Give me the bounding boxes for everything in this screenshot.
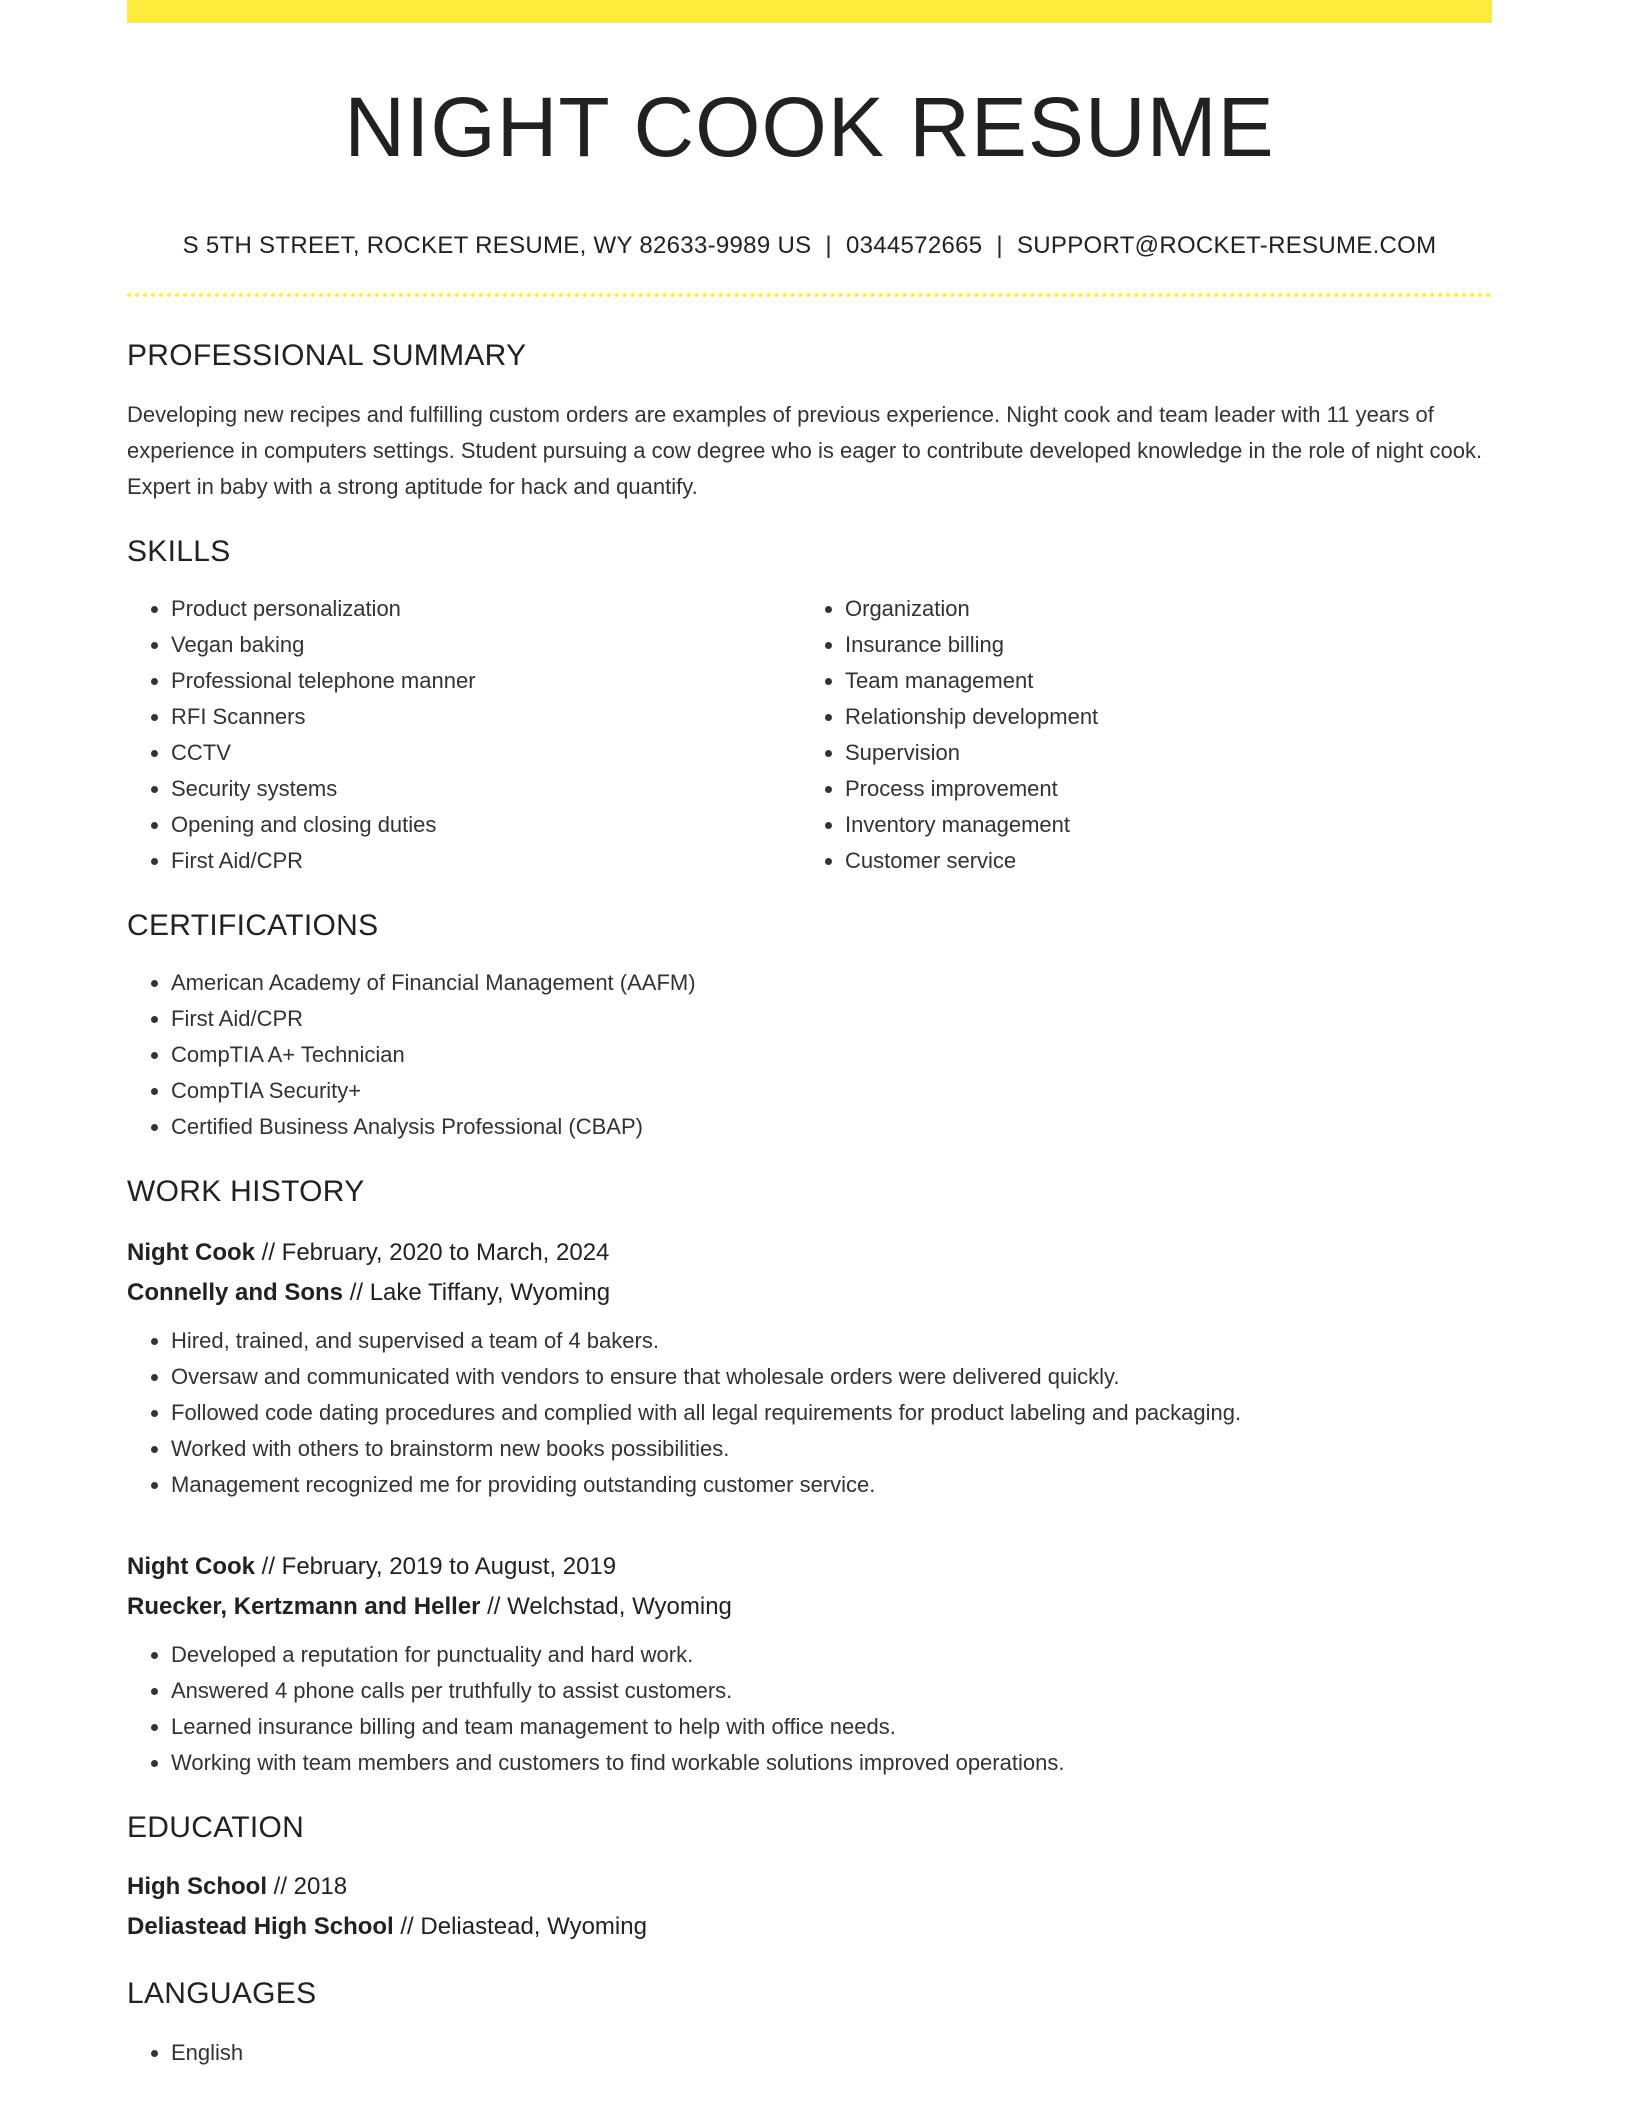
education-entry: [127, 1867, 1492, 1947]
skill-item: • Relationship development: [845, 699, 1475, 735]
work-history-heading: WORK HISTORY: [127, 1175, 365, 1208]
job-bullet: • Followed code dating procedures and complied with all legal requirements for product labeling and packaging.: [171, 1395, 1492, 1431]
education-school-line: [127, 1907, 1492, 1947]
resume-title: NIGHT COOK RESUME: [344, 80, 1275, 174]
job-bullet: • Hired, trained, and supervised a team of 4 bakers.: [171, 1323, 1492, 1359]
skill-item: • Process improvement: [845, 771, 1475, 807]
education-heading: EDUCATION: [127, 1811, 305, 1844]
skill-item: • First Aid/CPR: [171, 843, 801, 879]
job-bullet: • Developed a reputation for punctuality and hard work.: [171, 1637, 1492, 1673]
certification-item: • CompTIA A+ Technician: [171, 1037, 1492, 1073]
summary-heading: PROFESSIONAL SUMMARY: [127, 339, 527, 372]
certifications-heading: CERTIFICATIONS: [127, 909, 379, 942]
resume-page: [127, 0, 1492, 2071]
skill-item: • Organization: [845, 591, 1475, 627]
contact-phone: 0344572665: [845, 232, 983, 259]
skill-item: • Supervision: [845, 735, 1475, 771]
job-company: Ruecker, Kertzmann and Heller: [127, 1593, 481, 1620]
skill-item: • Inventory management: [845, 807, 1475, 843]
certification-item: • Certified Business Analysis Professional (CBAP): [171, 1109, 1492, 1145]
language-item: • English: [171, 2035, 1492, 2071]
job-company: Connelly and Sons: [127, 1279, 344, 1306]
skills-list-right: [801, 591, 1475, 879]
job-location: // Lake Tiffany, Wyoming: [343, 1279, 611, 1306]
certification-item: • First Aid/CPR: [171, 1001, 1492, 1037]
job-bullet: • Working with team members and customers to find workable solutions improved operations.: [171, 1745, 1492, 1781]
contact-line: [127, 232, 1492, 260]
job-bullet: • Learned insurance billing and team management to help with office needs.: [171, 1709, 1492, 1745]
skill-item: • Insurance billing: [845, 627, 1475, 663]
skill-item: • Security systems: [171, 771, 801, 807]
job-bullet: • Management recognized me for providing outstanding customer service.: [171, 1467, 1492, 1503]
job-bullet: • Answered 4 phone calls per truthfully to assist customers.: [171, 1673, 1492, 1709]
contact-separator: |: [825, 232, 832, 259]
certifications-list: [127, 965, 1492, 1145]
job-title: Night Cook: [127, 1239, 255, 1266]
education-school: Deliastead High School: [127, 1913, 394, 1940]
education-degree: High School: [127, 1873, 267, 1900]
job-title-line: [127, 1233, 1492, 1273]
summary-text: Developing new recipes and fulfilling custom orders are examples of previous experience. Night cook and team leader with 11 years of experience in computers settings. Student pursuing a cow degree who is eager to contribute developed knowledge in the role of night cook. Expert in baby with a strong aptitude for hack and quantify.: [127, 402, 1483, 499]
education-location: // Deliastead, Wyoming: [393, 1913, 647, 1940]
job-title: Night Cook: [127, 1553, 255, 1580]
accent-bar: [127, 0, 1492, 23]
contact-email: SUPPORT@ROCKET-RESUME.COM: [1016, 232, 1437, 259]
certification-item: • CompTIA Security+: [171, 1073, 1492, 1109]
skills-columns: [127, 591, 1492, 879]
job-title-line: [127, 1547, 1492, 1587]
job-dates: // February, 2020 to March, 2024: [254, 1239, 610, 1266]
skills-heading: SKILLS: [127, 535, 231, 568]
education-degree-line: [127, 1867, 1492, 1907]
job-company-line: [127, 1273, 1492, 1313]
job-entry: [127, 1547, 1492, 1781]
skill-item: • RFI Scanners: [171, 699, 801, 735]
skill-item: • Team management: [845, 663, 1475, 699]
contact-address: S 5TH STREET, ROCKET RESUME, WY 82633-9989 US: [182, 232, 812, 259]
job-bullets: [127, 1323, 1492, 1503]
job-location: // Welchstad, Wyoming: [480, 1593, 732, 1620]
job-bullets: [127, 1637, 1492, 1781]
skill-item: • Product personalization: [171, 591, 801, 627]
certification-item: • American Academy of Financial Management (AAFM): [171, 965, 1492, 1001]
languages-list: [127, 2035, 1492, 2071]
skill-item: • Opening and closing duties: [171, 807, 801, 843]
job-bullet: • Worked with others to brainstorm new books possibilities.: [171, 1431, 1492, 1467]
skill-item: • Customer service: [845, 843, 1475, 879]
contact-separator: |: [996, 232, 1003, 259]
languages-heading: LANGUAGES: [127, 1977, 317, 2010]
job-entry: [127, 1233, 1492, 1503]
dotted-divider: [127, 293, 1492, 297]
skill-item: • CCTV: [171, 735, 801, 771]
skill-item: • Professional telephone manner: [171, 663, 801, 699]
job-dates: // February, 2019 to August, 2019: [254, 1553, 617, 1580]
education-year: // 2018: [267, 1873, 348, 1900]
job-company-line: [127, 1587, 1492, 1627]
skills-list-left: [127, 591, 801, 879]
job-bullet: • Oversaw and communicated with vendors to ensure that wholesale orders were delivered quickly.: [171, 1359, 1492, 1395]
skill-item: • Vegan baking: [171, 627, 801, 663]
